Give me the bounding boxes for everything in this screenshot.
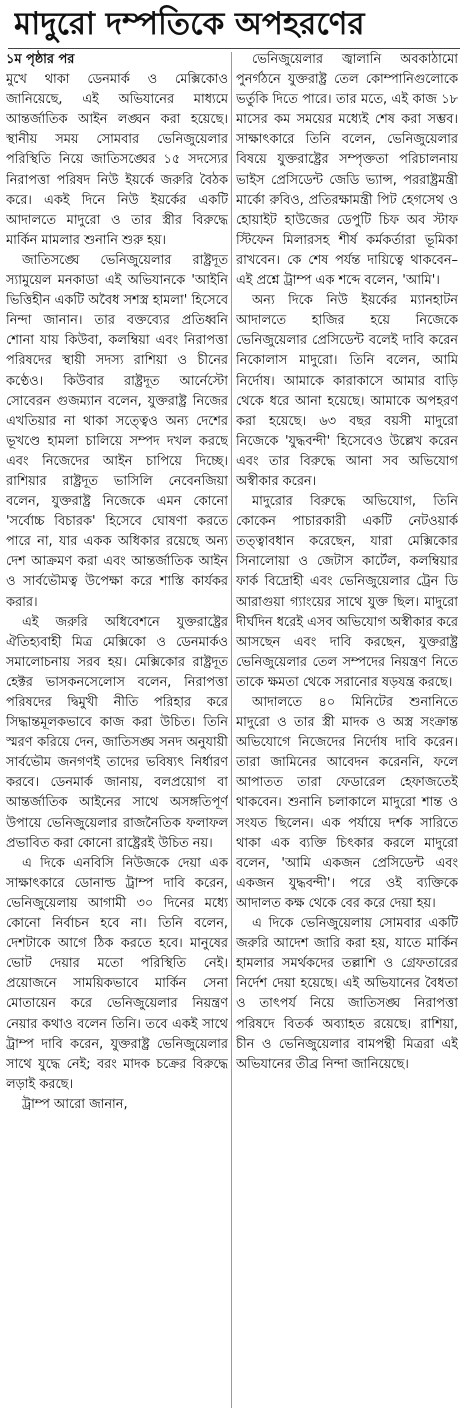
- paragraph: আদালতে ৪০ মিনিটের শুনানিতে মাদুরো ও তার স্ত্রী মাদক ও অস্ত্র সংক্রান্ত অভিযোগে নিজেদের নির্দোষ দাবি করেন। তারা জামিনের আবেদন করেননি, ফলে আপাতত তারা ফেডারেল হেফাজতেই থাকবেন। শুনানি চলাকালে মাদুরো শান্ত ও সংযত ছিলেন। এক পর্যায়ে দর্শক সারিতে থাকা এক ব্যক্তি চিৎকার করলে মাদুরো বলেন, 'আমি একজন প্রেসিডেন্ট এবং একজন যুদ্ধবন্দী'। পরে ওই ব্যক্তিকে আদালত কক্ষ থেকে বের করে দেয়া হয়।: [236, 695, 458, 911]
- column-divider: [231, 52, 232, 1408]
- paragraph: ভেনিজুয়েলার জ্বালানি অবকাঠামো পুনর্গঠনে যুক্তরাষ্ট্র তেল কোম্পানিগুলোকে ভর্তুকি দিতে পারে। তার মতে, এই কাজ ১৮ মাসের কম সময়ের মধ্যেই শেষ করা সম্ভব। সাক্ষাৎকারে তিনি বলেন, ভেনিজুয়েলার বিষয়ে যুক্তরাষ্ট্রের সম্পৃক্ততা পরিচালনায় ভাইস প্রেসিডেন্ট জেডি ভ্যান্স, পররাষ্ট্রমন্ত্রী মার্কো রুবিও, প্রতিরক্ষামন্ত্রী পিট হেগসেথ ও হোয়াইট হাউজের ডেপুটি চিফ অব স্টাফ স্টিফেন মিলারসহ শীর্ষ কর্মকর্তারা ভূমিকা রাখবেন। কে শেষ পর্যন্ত দায়িত্বে থাকবেন– এই প্রশ্নে ট্রাম্প এক শব্দে বলেন, 'আমি'।: [236, 52, 458, 289]
- article-column-left: [6, 50, 228, 1410]
- article-column-right: [236, 50, 458, 1410]
- paragraph: ট্রাম্প আরো জানান,: [22, 1096, 128, 1112]
- headline: মাদুরো দম্পতিকে অপহরণের: [14, 6, 365, 42]
- paragraph: মুখে থাকা ডেনমার্ক ও মেক্সিকোও জানিয়েছে, এই অভিযানের মাধ্যমে আন্তর্জাতিক আইন লঙ্ঘন করা হয়েছে। স্থানীয় সময় সোমবার ভেনিজুয়েলার পরিস্থিতি নিয়ে জাতিসঙ্ঘের ১৫ সদস্যের নিরাপত্তা পরিষদ নিউ ইয়র্কে জরুরি বৈঠক করে। একই দিনে নিউ ইয়র্কের একটি আদালতে মাদুরো ও তার স্ত্রীর বিরুদ্ধে মার্কিন মামলার শুনানি শুরু হয়।: [6, 72, 228, 248]
- paragraph: এ দিকে ভেনিজুয়েলায় সোমবার একটি জরুরি আদেশ জারি করা হয়, যাতে মার্কিন হামলার সমর্থকদের তল্লাশি ও গ্রেফতারের নির্দেশ দেয়া হয়েছে। এই অভিযানের বৈধতা ও তাৎপর্য নিয়ে জাতিসঙ্ঘ নিরাপত্তা পরিষদে বিতর্ক অব্যাহত রয়েছে। রাশিয়া, চীন ও ভেনিজুয়েলার বামপন্থী মিত্ররা এই অভিযানের তীব্র নিন্দা জানিয়েছে।: [236, 916, 458, 1072]
- paragraph: এ দিকে এনবিসি নিউজকে দেয়া এক সাক্ষাৎকারে ডোনাল্ড ট্রাম্প দাবি করেন, ভেনিজুয়েলায় আগামী ৩০ দিনের মধ্যে কোনো নির্বাচন হবে না। তিনি বলেন, দেশটাকে আগে ঠিক করতে হবে। মানুষের ভোট দেয়ার মতো পরিস্থিতি নেই। প্রয়োজনে সাময়িকভাবে মার্কিন সেনা মোতায়েন করে ভেনিজুয়েলার নিয়ন্ত্রণ নেয়ার কথাও বলেন তিনি। তবে একই সাথে ট্রাম্প দাবি করেন, যুক্তরাষ্ট্র ভেনিজুয়েলার সাথে যুদ্ধে নেই; বরং মাদক চক্রের বিরুদ্ধে লড়াই করছে।: [6, 855, 228, 1092]
- paragraph: জাতিসঙ্ঘে ভেনিজুয়েলার রাষ্ট্রদূত স্যামুয়েল মনকাডা এই অভিযানকে 'আইনি ভিত্তিহীন একটি অবৈধ সশস্ত্র হামলা' হিসেবে নিন্দা জানান। তার বক্তব্যের প্রতিধ্বনি শোনা যায় কিউবা, কলম্বিয়া এবং নিরাপত্তা পরিষদের স্থায়ী সদস্য রাশিয়া ও চীনের কণ্ঠেও। কিউবার রাষ্ট্রদূত আর্নেস্টো সোবেরন গুজম্যান বলেন, যুক্তরাষ্ট্র নিজের এখতিয়ার না থাকা সত্ত্বেও অন্য দেশের ভূখণ্ডে হামলা চালিয়ে সম্পদ দখল করছে এবং নিজেদের আইন চাপিয়ে দিচ্ছে। রাশিয়ার রাষ্ট্রদূত ভাসিলি নেবেনজিয়া বলেন, যুক্তরাষ্ট্র নিজেকে এমন কোনো 'সর্বোচ্চ বিচারক' হিসেবে ঘোষণা করতে পারে না, যার একক অধিকার রয়েছে অন্য দেশ আক্রমণ করা এবং আন্তর্জাতিক আইন ও সার্বভৌমত্ব উপেক্ষা করে শাস্তি কার্যকর করার।: [6, 252, 228, 610]
- paragraph: এই জরুরি অধিবেশনে যুক্তরাষ্ট্রের ঐতিহ্যবাহী মিত্র মেক্সিকো ও ডেনমার্কও সমালোচনায় সরব হয়। মেক্সিকোর রাষ্ট্রদূত হেক্টর ভাসকনসেলোস বলেন, নিরাপত্তা পরিষদের দ্বিমুখী নীতি পরিহার করে সিদ্ধান্তমূলকভাবে কাজ করা উচিত। তিনি স্মরণ করিয়ে দেন, জাতিসঙ্ঘ সনদ অনুযায়ী সার্বভৌম জনগণই তাদের ভবিষ্যৎ নির্ধারণ করবে। ডেনমার্ক জানায়, বলপ্রয়োগ বা আন্তর্জাতিক আইনের সাথে অসঙ্গতিপূর্ণ উপায়ে ভেনিজুয়েলার রাজনৈতিক ফলাফল প্রভাবিত করা কোনো রাষ্ট্রেরই উচিত নয়।: [6, 614, 228, 851]
- headline-rule: [8, 48, 460, 49]
- paragraph: অন্য দিকে নিউ ইয়র্কের ম্যানহাটন আদালতে হাজির হয়ে নিজেকে ভেনিজুয়েলার প্রেসিডেন্ট বলেই দাবি করেন নিকোলাস মাদুরো। তিনি বলেন, আমি নির্দোষ। আমাকে কারাকাসে আমার বাড়ি থেকে ধরে আনা হয়েছে। আমাকে অপহরণ করা হয়েছে। ৬৩ বছর বয়সী মাদুরো নিজেকে 'যুদ্ধবন্দী' হিসেবেও উল্লেখ করেন এবং তার বিরুদ্ধে আনা সব অভিযোগ অস্বীকার করেন।: [236, 293, 458, 489]
- paragraph: মাদুরোর বিরুদ্ধে অভিযোগ, তিনি কোকেন পাচারকারী একটি নেটওয়ার্ক তত্ত্বাবধান করেছেন, যারা মেক্সিকোর সিনালোয়া ও জেটাস কার্টেল, কলম্বিয়ার ফার্ক বিদ্রোহী এবং ভেনিজুয়েলার ট্রেন ডি আরাগুয়া গ্যাংয়ের সাথে যুক্ত ছিল। মাদুরো দীর্ঘদিন ধরেই এসব অভিযোগ অস্বীকার করে আসছেন এবং দাবি করছেন, যুক্তরাষ্ট্র ভেনিজুয়েলার তেল সম্পদের নিয়ন্ত্রণ নিতে তাকে ক্ষমতা থেকে সরানোর ষড়যন্ত্র করছে।: [236, 494, 458, 690]
- continuation-label: ১ম পৃষ্ঠার পর: [6, 52, 75, 67]
